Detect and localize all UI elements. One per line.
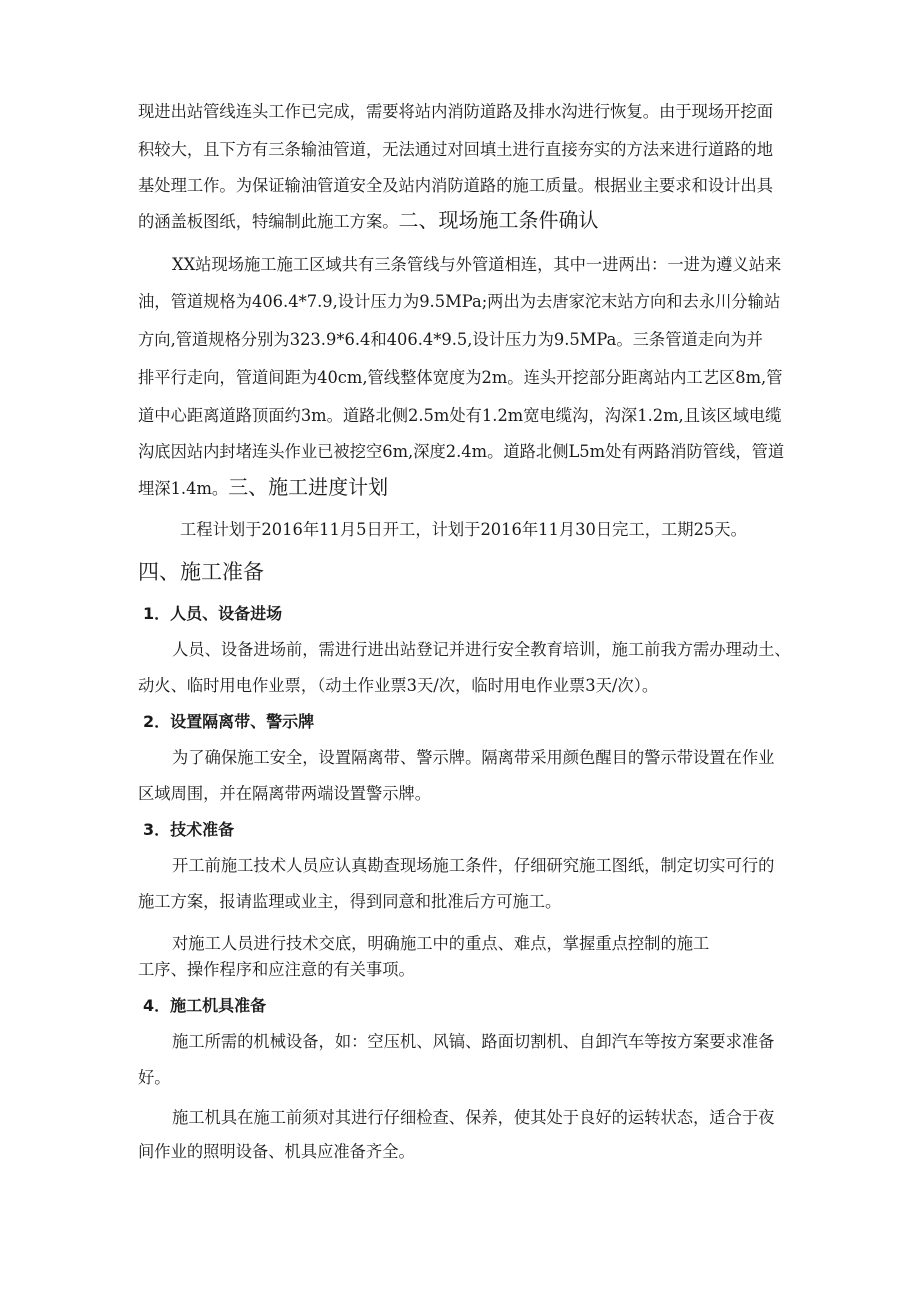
- sub4-p2-line-1: 施工机具在施工前须对其进行仔细检查、保养，使其处于良好的运转状态，适合于夜: [172, 1108, 775, 1127]
- sub2-line-1: 为了确保施工安全，设置隔离带、警示牌。隔离带采用颜色醒目的警示带设置在作业: [172, 748, 775, 767]
- intro-last-line: 的涵盖板图纸，特编制此施工方案。: [138, 212, 399, 231]
- sub4-p1-line-1: 施工所需的机械设备，如：空压机、风镐、路面切割机、自卸汽车等按方案要求准备: [172, 1032, 775, 1051]
- sub2-title: 2．设置隔离带、警示牌: [143, 712, 315, 731]
- intro-line-3: 基处理工作。为保证输油管道安全及站内消防道路的施工质量。根据业主要求和设计出具: [138, 176, 773, 195]
- section2-line-7: [138, 477, 388, 499]
- section2-line-5: 道中心距离道路顶面约3m。道路北侧2.5m处有1.2m宽电缆沟，沟深1.2m,且该区域电缆: [138, 406, 782, 425]
- section3-text: 工程计划于2016年11月5日开工，计划于2016年11月30日完工，工期25天。: [180, 520, 747, 539]
- sub3-p2-line-2: 工序、操作程序和应注意的有关事项。: [138, 960, 415, 979]
- sub4-title: 4．施工机具准备: [143, 996, 267, 1015]
- section2-line-1: XX站现场施工施工区域共有三条管线与外管道相连，其中一进两出：一进为遵义站来: [172, 255, 782, 274]
- sub1-title: 1．人员、设备进场: [143, 604, 283, 623]
- sub1-line-1: 人员、设备进场前，需进行进出站登记并进行安全教育培训，施工前我方需办理动土、: [172, 640, 791, 659]
- intro-line-4: [138, 210, 599, 232]
- sub4-p2-line-2: 间作业的照明设备、机具应准备齐全。: [138, 1142, 415, 1161]
- section2-last-line: 埋深1.4m。: [138, 479, 229, 498]
- section2-line-6: 沟底因站内封堵连头作业已被挖空6m,深度2.4m。道路北侧L5m处有两路消防管线，管道: [138, 442, 785, 461]
- section2-line-4: 排平行走向，管道间距为40cm,管线整体宽度为2m。连头开挖部分距离站内工艺区8m,管: [138, 368, 783, 387]
- section3-title: 三、施工进度计划: [228, 475, 389, 499]
- intro-line-2: 积较大，且下方有三条输油管道，无法通过对回填土进行直接夯实的方法来进行道路的地: [138, 140, 773, 159]
- section2-title: 二、现场施工条件确认: [398, 208, 599, 232]
- sub3-p1-line-1: 开工前施工技术人员应认真勘查现场施工条件，仔细研究施工图纸，制定切实可行的: [172, 856, 775, 875]
- sub3-p2-line-1: 对施工人员进行技术交底，明确施工中的重点、难点，掌握重点控制的施工: [172, 934, 710, 953]
- section4-title: 四、施工准备: [138, 560, 264, 584]
- sub2-line-2: 区域周围，并在隔离带两端设置警示牌。: [138, 784, 432, 803]
- sub3-p1-line-2: 施工方案，报请监理或业主，得到同意和批准后方可施工。: [138, 892, 562, 911]
- sub1-line-2: 动火、临时用电作业票，（动土作业票3天/次，临时用电作业票3天/次）。: [138, 676, 659, 695]
- sub3-title: 3．技术准备: [143, 820, 235, 839]
- section2-line-2: 油，管道规格为406.4*7.9,设计压力为9.5MPa;两出为去唐家沱末站方向和去永川分输站: [138, 292, 781, 311]
- intro-line-1: 现进出站管线连头工作已完成，需要将站内消防道路及排水沟进行恢复。由于现场开挖面: [138, 102, 773, 121]
- section2-line-3: 方向,管道规格分别为323.9*6.4和406.4*9.5,设计压力为9.5MPa。三条管道走向为并: [138, 330, 763, 349]
- sub4-p1-line-2: 好。: [138, 1068, 171, 1087]
